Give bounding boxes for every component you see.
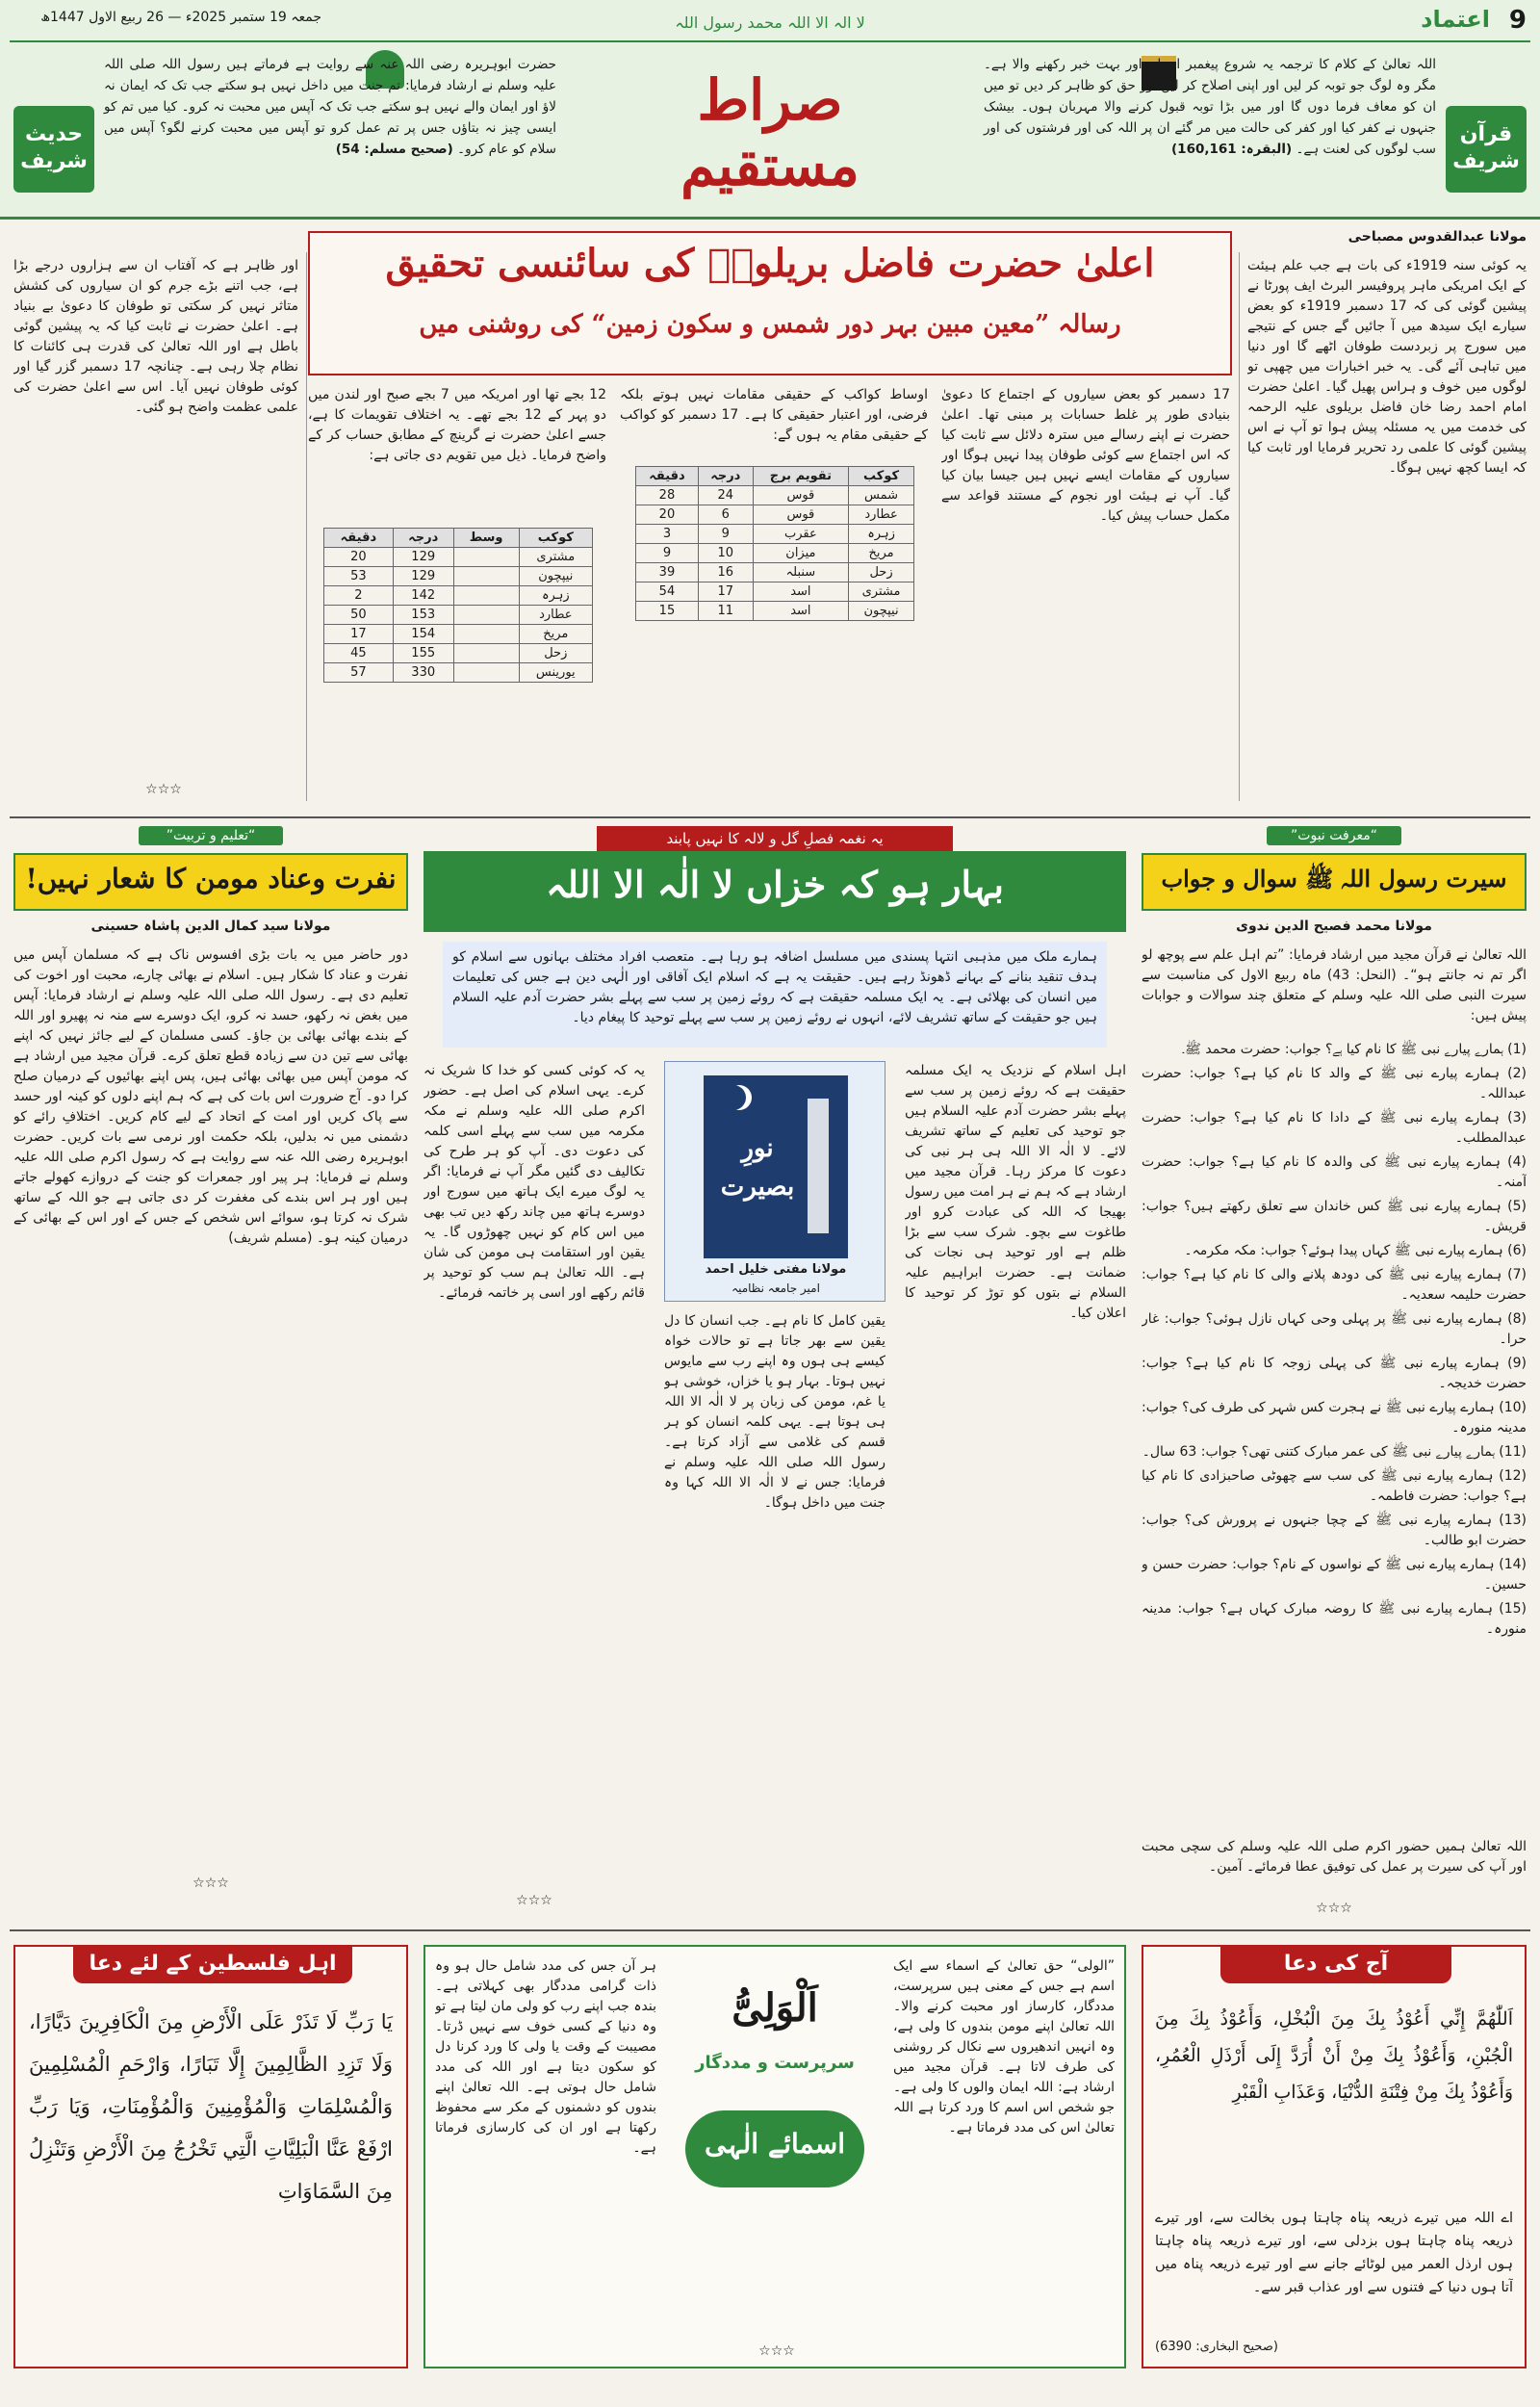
table-cell: 155 xyxy=(393,644,453,663)
table-cell: 17 xyxy=(698,582,753,602)
nafrat-title: نفرت وعناد مومن کا شعار نہیں! xyxy=(25,863,397,894)
table-cell: شمس xyxy=(849,486,914,505)
table-row xyxy=(324,586,593,606)
seerat-author: مولانا محمد فصیح الدین ندوی xyxy=(1236,919,1432,934)
asma-box xyxy=(424,1945,1126,2368)
table-header-cell: کوکب xyxy=(519,529,592,548)
table-row xyxy=(636,602,914,621)
quran-label xyxy=(1446,106,1527,193)
hadith-label-text: حدیث شریف xyxy=(20,122,88,173)
table-cell: اسد xyxy=(753,602,848,621)
table-header-row xyxy=(324,529,593,548)
qa-item: (3) ہمارے پیارے نبی ﷺ کے دادا کا نام کیا ہے؟ جواب: حضرت عبدالمطلب۔ xyxy=(1142,1110,1527,1146)
table-cell xyxy=(453,625,519,644)
nafrat-author: مولانا سید کمال الدین پاشاہ حسینی xyxy=(90,919,331,934)
table-cell: اسد xyxy=(753,582,848,602)
table-row xyxy=(636,544,914,563)
aaj-dua-arabic: اَللّٰهُمَّ إِنِّي أَعُوْذُ بِكَ مِنَ الْبُخْلِ، وَأَعُوْذُ بِكَ مِنَ الْجُبْنِ، وَأَعُوْذُ بِكَ مِنْ أَنْ أُرَدَّ إِلَى أَرْذَلِ الْعُمُرِ، وَأَعُوْذُ بِكَ مِنْ فِتْنَةِ الدُّنْيَا، وَعَذَابِ الْقَبْرِ xyxy=(1155,2008,1513,2103)
table-row xyxy=(636,563,914,582)
seerat-tag: ”معرفت نبوت“ xyxy=(1267,826,1401,845)
seerat-intro: اللہ تعالیٰ نے قرآن مجید میں ارشاد فرمایا: ”تم اہل علم سے پوچھ لو اگر تم نہ جانتے ہو“۔ (النحل: 43) ماہ ربیع الاول کی مناسبت سے سیرت النبی صلی اللہ علیہ وسلم کے متعلق چند سوالات و جوابات پیش ہیں: xyxy=(1142,947,1527,1023)
table-cell: 16 xyxy=(698,563,753,582)
seerat-stars: ☆☆☆ xyxy=(1316,1901,1352,1916)
table-row xyxy=(324,548,593,567)
table-header-cell: درجہ xyxy=(698,467,753,486)
table-cell: میزان xyxy=(753,544,848,563)
planet-table-true xyxy=(635,466,914,621)
qa-item: (5) ہمارے پیارے نبی ﷺ کس خاندان سے تعلق رکھتے ہیں؟ جواب: قریش۔ xyxy=(1142,1199,1527,1234)
planet-table-mean xyxy=(323,528,593,683)
table-row xyxy=(324,625,593,644)
table-header-cell: دقیقہ xyxy=(636,467,699,486)
bahar-col-c: یہ کہ کوئی کسی کو خدا کا شریک نہ کرے۔ یہی اسلام کی اصل ہے۔ حضور اکرم صلی اللہ علیہ وسلم نے مکہ مکرمہ میں سب سے پہلے اسی کلمہ کی دعوت دی۔ آپ کو ہر طرح کی تکالیف دی گئیں مگر آپ نے فرمایا: اگر یہ لوگ میرے ایک ہاتھ میں سورج اور دوسرے ہاتھ میں چاند رکھ دیں تب بھی میں اس کام کو نہیں چھوڑوں گا۔ یہ یقین اور استقامت ہی مومن کی شان ہے۔ اللہ تعالیٰ ہم سب کو توحید پر قائم رکھے اور اسی پر خاتمہ فرمائے۔ xyxy=(424,1063,645,1301)
nafrat-article xyxy=(13,826,408,1904)
palestine-dua: يَا رَبِّ لَا تَذَرْ عَلَى الْأَرْضِ مِنَ الْكَافِرِينَ دَيَّارًا، وَلَا تَزِدِ الظَّالِمِينَ إِلَّا تَبَارًا، وَارْحَمِ الْمُسْلِمِينَ وَالْمُسْلِمَاتِ وَالْمُؤْمِنِينَ وَالْمُؤْمِنَاتِ، وَيَا رَبِّ ارْفَعْ عَنَّا الْبَلِيَّاتِ الَّتِي تَخْرُجُ مِنَ الْأَرْضِ وَتَنْزِلُ مِنَ السَّمَاوَاتِ xyxy=(29,2010,393,2203)
qa-item: (15) ہمارے پیارے نبی ﷺ کا روضہ مبارک کہاں ہے؟ جواب: مدینہ منورہ۔ xyxy=(1142,1601,1527,1637)
table-cell xyxy=(453,663,519,683)
bahar-col-b: یقین کامل کا نام ہے۔ جب انسان کا دل یقین سے بھر جاتا ہے تو حالات خواہ کیسے ہی ہوں وہ اپنے رب سے مایوس نہیں ہوتا۔ بہار ہو یا خزاں، خوشی ہو یا غم، مومن کی زبان پر لا الٰہ الا اللہ ہی ہوتا ہے۔ یہی کلمہ انسان کو ہر قسم کی غلامی سے آزاد کرتا ہے۔ رسول اللہ صلی اللہ علیہ وسلم نے فرمایا: جس نے لا الٰہ الا اللہ کہا وہ جنت میں داخل ہوگا۔ xyxy=(664,1313,886,1511)
bahar-title: بہار ہو کہ خزاں لا الٰہ الا اللہ xyxy=(546,863,1004,906)
asma-left-text: ہر آن جس کی مدد شامل حال ہو وہ ذات گرامی مددگار بھی کہلاتی ہے۔ بندہ جب اپنے رب کو ولی مان لیتا ہے تو وہ دنیا کے کسی خوف سے نہیں ڈرتا۔ مصیبت کے وقت یا ولی کا ورد کرنا دل کو سکون دیتا ہے اور اللہ کی مدد شامل حال ہوتی ہے۔ اللہ تعالیٰ اپنے بندوں کو دشمنوں کے مکر سے محفوظ رکھتا ہے اور ان کی کارسازی فرماتا ہے۔ xyxy=(435,1958,656,2156)
columnist-role: امیر جامعہ نظامیہ xyxy=(732,1281,820,1295)
table-cell: عطارد xyxy=(849,505,914,525)
hadith-ref: (صحیح مسلم: 54) xyxy=(335,142,453,157)
lead-col-3: اوساط کواکب کے حقیقی مقامات نہیں ہوتے بلکہ فرضی، اور اعتبار حقیقی کا ہے۔ 17 دسمبر کو کواکب کے حقیقی مقام یہ ہوں گے: xyxy=(620,387,928,443)
table-cell: 17 xyxy=(324,625,394,644)
table-cell: 129 xyxy=(393,567,453,586)
lead-col-1: یہ کوئی سنہ 1919ء کی بات ہے جب علم ہیئت کے ایک امریکی ماہر پروفیسر البرٹ ایف پورٹا نے پیشین گوئی کی کہ 17 دسمبر 1919ء کو بعض سیارے ایک سیدھ میں آ جائیں گے جس کے نتیجے میں سورج پر زبردست طوفان اٹھے گا اور دنیا میں تباہی آئے گی۔ یہ خبر اخبارات میں چھپی تو لوگوں میں خوف و ہراس پھیل گیا۔ اعلیٰ حضرت امام احمد رضا خان فاضل بریلوی علیہ الرحمہ کی خدمت میں یہ مسئلہ پیش ہوا تو آپ نے اس پیشین گوئی کا علمی رد تحریر فرمایا اور ثابت کیا کہ ایسا کچھ نہیں ہوگا۔ xyxy=(1247,258,1527,476)
table-cell: زحل xyxy=(849,563,914,582)
table-cell xyxy=(453,606,519,625)
bahar-article xyxy=(424,826,1126,1924)
lead-subtitle: رسالہ ”معین مبین بہر دور شمس و سکون زمین“ کی روشنی میں xyxy=(419,310,1121,339)
table-cell: 10 xyxy=(698,544,753,563)
table-row xyxy=(324,663,593,683)
table-cell: 57 xyxy=(324,663,394,683)
table-cell: زہرہ xyxy=(849,525,914,544)
table-cell xyxy=(453,644,519,663)
crescent-icon xyxy=(721,1085,746,1110)
qa-item: (9) ہمارے پیارے نبی ﷺ کی پہلی زوجہ کا نام کیا ہے؟ جواب: حضرت خدیجہ۔ xyxy=(1142,1356,1527,1391)
lead-article xyxy=(0,223,1540,811)
table-cell: 20 xyxy=(636,505,699,525)
asma-center xyxy=(666,1966,884,2332)
table-cell: زہرہ xyxy=(519,586,592,606)
lead-title: اعلیٰ حضرت فاضل بریلویؒ کی سائنسی تحقیق xyxy=(385,241,1155,286)
columnist-box xyxy=(664,1061,886,1302)
qa-item: (14) ہمارے پیارے نبی ﷺ کے نواسوں کے نام؟ جواب: حضرت حسن و حسین۔ xyxy=(1142,1557,1527,1592)
date-line: جمعہ 19 ستمبر 2025ء — 26 ربیع الاول 1447ھ xyxy=(40,10,321,25)
asma-name-ar: اَلْوَلِیُّ xyxy=(732,1985,818,2031)
quran-label-text: قرآن شریف xyxy=(1452,122,1520,173)
aaj-dua-ref: (صحیح البخاری: 6390) xyxy=(1155,2340,1278,2354)
table-cell: عطارد xyxy=(519,606,592,625)
table-cell: 15 xyxy=(636,602,699,621)
table-cell: مشتری xyxy=(849,582,914,602)
table-cell: نیپچون xyxy=(849,602,914,621)
table-row xyxy=(636,525,914,544)
table-cell: مشتری xyxy=(519,548,592,567)
table-header-cell: کوکب xyxy=(849,467,914,486)
bahar-tag: یہ نغمہ فصلِ گل و لالہ کا نہیں پابند xyxy=(597,826,953,851)
table-cell: 9 xyxy=(636,544,699,563)
lead-col-5: اور ظاہر ہے کہ آفتاب ان سے ہزاروں درجے بڑا ہے، جب اتنے بڑے جرم کو ان سیاروں کی کشش متاثر نہیں کر سکتی تو طوفان کا دعویٰ بے بنیاد ہے۔ اعلیٰ حضرت نے ثابت کیا کہ یہ پیشین گوئی باطل ہے اور اللہ تعالیٰ کی قدرت ہی کائنات کا نظام چلا رہی ہے۔ چنانچہ 17 دسمبر گزر گیا اور کوئی طوفان نہیں آیا۔ اس سے اعلیٰ حضرت کی علمی عظمت واضح ہو گئی۔ xyxy=(13,258,298,415)
table-cell: 54 xyxy=(636,582,699,602)
table-cell: 53 xyxy=(324,567,394,586)
nafrat-tag: ”تعلیم و تربیت“ xyxy=(139,826,283,845)
col-rule xyxy=(1239,252,1240,801)
seerat-title: سیرت رسول اللہ ﷺ سوال و جواب xyxy=(1161,865,1507,893)
table-cell: سنبلہ xyxy=(753,563,848,582)
aaj-dua-urdu: اے اللہ میں تیرے ذریعہ پناہ چاہتا ہوں بخالت سے، اور تیرے ذریعہ پناہ چاہتا ہوں بزدلی سے، اور تیرے ذریعہ پناہ چاہتا ہوں ارذل العمر میں لوٹائے جانے سے اور تیرے ذریعہ پناہ میں آتا ہوں دنیا کے فتنوں سے اور عذاب قبر سے۔ xyxy=(1155,2211,1513,2295)
hadith-label xyxy=(13,106,94,193)
table-cell: 28 xyxy=(636,486,699,505)
table-row xyxy=(636,505,914,525)
asma-label: اسمائے الٰہی xyxy=(705,2128,845,2160)
table-row xyxy=(324,567,593,586)
table-header-cell: وسط xyxy=(453,529,519,548)
aaj-dua-title: آج کی دعا xyxy=(1220,1945,1451,1983)
table-cell xyxy=(453,586,519,606)
column-name: نورِ بصیرت xyxy=(720,1134,795,1202)
bahar-col-a: اہل اسلام کے نزدیک یہ ایک مسلمہ حقیقت ہے کہ روئے زمین پر سب سے پہلے بشر حضرت آدم علیہ السلام ہیں جو توحید کی تعلیم کے ساتھ تشریف لائے۔ لا الٰہ الا اللہ ہی ہر نبی کی دعوت کا مرکز رہا۔ قرآن مجید میں ارشاد ہے کہ ہم نے ہر امت میں رسول بھیجا کہ اللہ کی عبادت کرو اور طاغوت سے بچو۔ شرک سب سے بڑا ظلم ہے اور توحید ہی نجات کی ضمانت ہے۔ حضرت ابراہیم علیہ السلام نے بتوں کو توڑ کر توحید کا اعلان کیا۔ xyxy=(905,1063,1126,1321)
table-cell: نیپچون xyxy=(519,567,592,586)
hadith-text xyxy=(104,54,556,198)
qa-item: (8) ہمارے پیارے نبی ﷺ پر پہلی وحی کہاں نازل ہوئی؟ جواب: غار حرا۔ xyxy=(1142,1311,1527,1347)
table-row xyxy=(324,644,593,663)
table-cell: 39 xyxy=(636,563,699,582)
bahar-intro: ہمارے ملک میں مذہبی انتہا پسندی میں مسلسل اضافہ ہو رہا ہے۔ متعصب افراد مختلف بہانوں سے اسلام کو ہدف تنقید بنانے کے بہانے ڈھونڈ رہے ہیں۔ حقیقت یہ ہے کہ اسلام ایک آفاقی اور الٰہی دین ہے جس کی تعلیمات میں انسان کی بھلائی ہے۔ یہ ایک مسلمہ حقیقت ہے کہ روئے زمین پر سب سے پہلے بشر حضرت آدم علیہ السلام ہیں جو حقیقت کے ساتھ تشریف لائے، انہوں نے روئے زمین پر سب سے پہلے توحید کا پیغام دیا۔ xyxy=(443,942,1107,1048)
qa-item: (13) ہمارے پیارے نبی ﷺ کے چچا جنہوں نے پرورش کی؟ جواب: حضرت ابو طالب۔ xyxy=(1142,1513,1527,1548)
col-rule xyxy=(306,252,307,801)
columnist-name: مولانا مفتی خلیل احمد xyxy=(705,1262,847,1277)
table-row xyxy=(636,486,914,505)
section-rule xyxy=(10,1929,1530,1931)
asma-stars: ☆☆☆ xyxy=(758,2343,795,2359)
nafrat-body: دور حاضر میں یہ بات بڑی افسوس ناک ہے کہ مسلمان آپس میں نفرت و عناد کا شکار ہیں۔ اسلام نے بھائی چارے، محبت اور اخوت کی تعلیم دی ہے۔ رسول اللہ صلی اللہ علیہ وسلم نے ارشاد فرمایا: آپس میں بغض نہ رکھو، حسد نہ کرو، ایک دوسرے سے منہ نہ پھیرو اور اللہ کے بندے بھائی بھائی بن جاؤ۔ کسی مسلمان کے لیے جائز نہیں کہ اپنے بھائی سے تین دن سے زیادہ قطع تعلق کرے۔ قرآن مجید میں ارشاد ہے کہ مومن آپس میں بھائی بھائی ہیں، پس اپنے بھائیوں کے درمیان صلح کرا دو۔ آج ضرورت اس بات کی ہے کہ ہم اپنے دلوں کو کینہ اور حسد سے پاک کریں اور امت کے اتحاد کے لیے کام کریں۔ اختلافِ رائے کو دشمنی میں نہ بدلیں، بلکہ حکمت اور نرمی سے بات کریں۔ حضرت ابوہریرہ رضی اللہ عنہ سے روایت ہے کہ رسول اکرم صلی اللہ علیہ وسلم نے فرمایا: ہر پیر اور جمعرات کو جنت کے دروازے کھولے جاتے ہیں اور ہر اس بندے کی مغفرت کر دی جاتی ہے جو اللہ کے ساتھ شرک نہ کرتا ہو، سوائے اس شخص کے جس کے اور اس کے بھائی کے درمیان کینہ ہو۔ (مسلم شریف) xyxy=(13,947,408,1246)
section-title: صراط مستقیم xyxy=(680,67,860,198)
quran-text xyxy=(984,54,1436,198)
masthead xyxy=(0,0,1540,221)
paper-name: اعتماد xyxy=(1421,6,1490,33)
seerat-qa-list xyxy=(1142,1040,1527,1829)
table-cell: 11 xyxy=(698,602,753,621)
table-cell xyxy=(453,567,519,586)
asma-right-text: ”الولی“ حق تعالیٰ کے اسماء سے ایک اسم ہے جس کے معنی ہیں سرپرست، مددگار، کارساز اور محبت کرنے والا۔ اللہ تعالیٰ اپنے مومن بندوں کا ولی ہے، وہ انہیں اندھیروں سے نکال کر روشنی کی طرف لاتا ہے۔ قرآن مجید میں ارشاد ہے: اللہ ایمان والوں کا ولی ہے۔ جو شخص اس اسم کا ورد کرتا ہے اللہ تعالیٰ اس کی مدد فرماتا ہے۔ xyxy=(893,1958,1115,2135)
kalima: لا الہ الا اللہ محمد رسول اللہ xyxy=(675,13,865,32)
qa-item: (4) ہمارے پیارے نبی ﷺ کی والدہ کا نام کیا ہے؟ جواب: حضرت آمنہ۔ xyxy=(1142,1154,1527,1190)
qa-item: (2) ہمارے پیارے نبی ﷺ کے والد کا نام کیا ہے؟ جواب: حضرت عبداللہ۔ xyxy=(1142,1066,1527,1101)
table-cell: قوس xyxy=(753,486,848,505)
qa-item: (6) ہمارے پیارے نبی ﷺ کہاں پیدا ہوئے؟ جواب: مکہ مکرمہ۔ xyxy=(1184,1243,1527,1258)
table-row xyxy=(324,606,593,625)
minaret-icon xyxy=(808,1099,829,1233)
lead-col-4: 12 بجے تھا اور امریکہ میں 7 بجے صبح اور لندن میں دو پہر کے 12 بجے تھے۔ یہ اختلاف تقویمات کا ہے، جسے اعلیٰ حضرت نے گرینچ کے مطابق حساب کر کے واضح فرمایا۔ ذیل میں تقویم دی جاتی ہے: xyxy=(308,387,606,463)
table-header-cell: درجہ xyxy=(393,529,453,548)
column-logo-panel xyxy=(704,1075,848,1258)
table-cell: قوس xyxy=(753,505,848,525)
qa-item: (11) ہمارے پیارے نبی ﷺ کی عمر مبارک کتنی تھی؟ جواب: 63 سال۔ xyxy=(1142,1444,1527,1460)
table-cell: 153 xyxy=(393,606,453,625)
masthead-rule xyxy=(10,40,1530,42)
table-cell xyxy=(453,548,519,567)
table-cell: 45 xyxy=(324,644,394,663)
qa-item: (12) ہمارے پیارے نبی ﷺ کی سب سے چھوٹی صاحبزادی کا نام کیا ہے؟ جواب: حضرت فاطمہ۔ xyxy=(1142,1468,1527,1504)
table-header-cell: تقویم برج xyxy=(753,467,848,486)
quran-ref: (البقرہ: 160,161) xyxy=(1171,142,1293,157)
aaj-dua-box xyxy=(1142,1945,1527,2368)
table-cell: 129 xyxy=(393,548,453,567)
table-cell: 6 xyxy=(698,505,753,525)
page-number: 9 xyxy=(1508,6,1527,35)
nafrat-stars: ☆☆☆ xyxy=(192,1876,229,1891)
seerat-closing: اللہ تعالیٰ ہمیں حضور اکرم صلی اللہ علیہ وسلم کی سچی محبت اور آپ کی سیرت پر عمل کی توفیق عطا فرمائے۔ آمین۔ xyxy=(1142,1839,1527,1875)
qa-item: (10) ہمارے پیارے نبی ﷺ نے ہجرت کس شہر کی طرف کی؟ جواب: مدینہ منورہ۔ xyxy=(1142,1400,1527,1436)
quran-text-body: اللہ تعالیٰ کے کلام کا ترجمہ یہ شروع پیغمبر انسان اور بہت خبر رکھنے والا ہے۔ مگر وہ لوگ جو توبہ کر لیں اور اپنی اصلاح کر لیں اور حق کو ظاہر کر دیں تو میں ان کو معاف فرما دوں گا اور میں بڑا توبہ قبول کرنے والا مہربان ہوں۔ بیشک جنہوں نے کفر کیا اور کفر کی حالت میں مر گئے ان پر اللہ کی اور فرشتوں کی اور سب لوگوں کی لعنت ہے۔ xyxy=(984,57,1436,157)
palestine-title: اہل فلسطین کے لئے دعا xyxy=(73,1945,352,1983)
table-header-row xyxy=(636,467,914,486)
table-cell: 3 xyxy=(636,525,699,544)
table-cell: زحل xyxy=(519,644,592,663)
palestine-box xyxy=(13,1945,408,2368)
table-cell: 24 xyxy=(698,486,753,505)
table-cell: 142 xyxy=(393,586,453,606)
bahar-stars: ☆☆☆ xyxy=(516,1893,552,1908)
qa-item: (1) ہمارے پیارے نبی ﷺ کا نام کیا ہے؟ جواب: حضرت محمد ﷺ۔ xyxy=(1181,1042,1527,1057)
table-cell: 2 xyxy=(324,586,394,606)
table-cell: یورینس xyxy=(519,663,592,683)
lead-author: مولانا عبدالقدوس مصباحی xyxy=(1348,229,1527,245)
lead-stars: ☆☆☆ xyxy=(145,782,182,797)
table-cell: عقرب xyxy=(753,525,848,544)
qa-item: (7) ہمارے پیارے نبی ﷺ کی دودھ پلانے والی کا نام کیا ہے؟ جواب: حضرت حلیمہ سعدیہ۔ xyxy=(1142,1267,1527,1303)
hadith-text-body: حضرت ابوہریرہ رضی اللہ عنہ سے روایت ہے فرماتے ہیں رسول اللہ صلی اللہ علیہ وسلم نے ارشاد فرمایا: تم جنت میں داخل نہیں ہو سکتے جب تک کہ ایمان نہ لاؤ اور ایمان والے نہیں ہو سکتے جب تک کہ آپس میں محبت نہ کرو۔ کیا میں تم کو ایسی چیز نہ بتاؤں جس پر تم عمل کرو تو آپس میں محبت کرنے لگو؟ آپس میں سلام کو عام کرو۔ xyxy=(104,57,556,157)
table-row xyxy=(636,582,914,602)
asma-name-ur: سرپرست و مددگار xyxy=(695,2053,855,2073)
table-cell: 50 xyxy=(324,606,394,625)
table-cell: 330 xyxy=(393,663,453,683)
table-header-cell: دقیقہ xyxy=(324,529,394,548)
table-cell: مریخ xyxy=(849,544,914,563)
section-rule xyxy=(10,816,1530,818)
seerat-article xyxy=(1142,826,1527,1924)
lead-col-2: 17 دسمبر کو بعض سیاروں کے اجتماع کا دعویٰ بنیادی طور پر غلط حسابات پر مبنی تھا۔ اعلیٰ حضرت نے اپنے رسالے میں سترہ دلائل سے ثابت کیا کہ اس اجتماع سے کوئی طوفان پیدا نہیں ہوگا اور سیاروں کے مقامات ایسے نہیں ہیں جیسا بیان کیا گیا۔ آپ نے ہیئت اور نجوم کے مستند قواعد سے مکمل حساب پیش کیا۔ xyxy=(941,387,1230,524)
table-cell: مریخ xyxy=(519,625,592,644)
table-cell: 9 xyxy=(698,525,753,544)
table-cell: 154 xyxy=(393,625,453,644)
table-cell: 20 xyxy=(324,548,394,567)
